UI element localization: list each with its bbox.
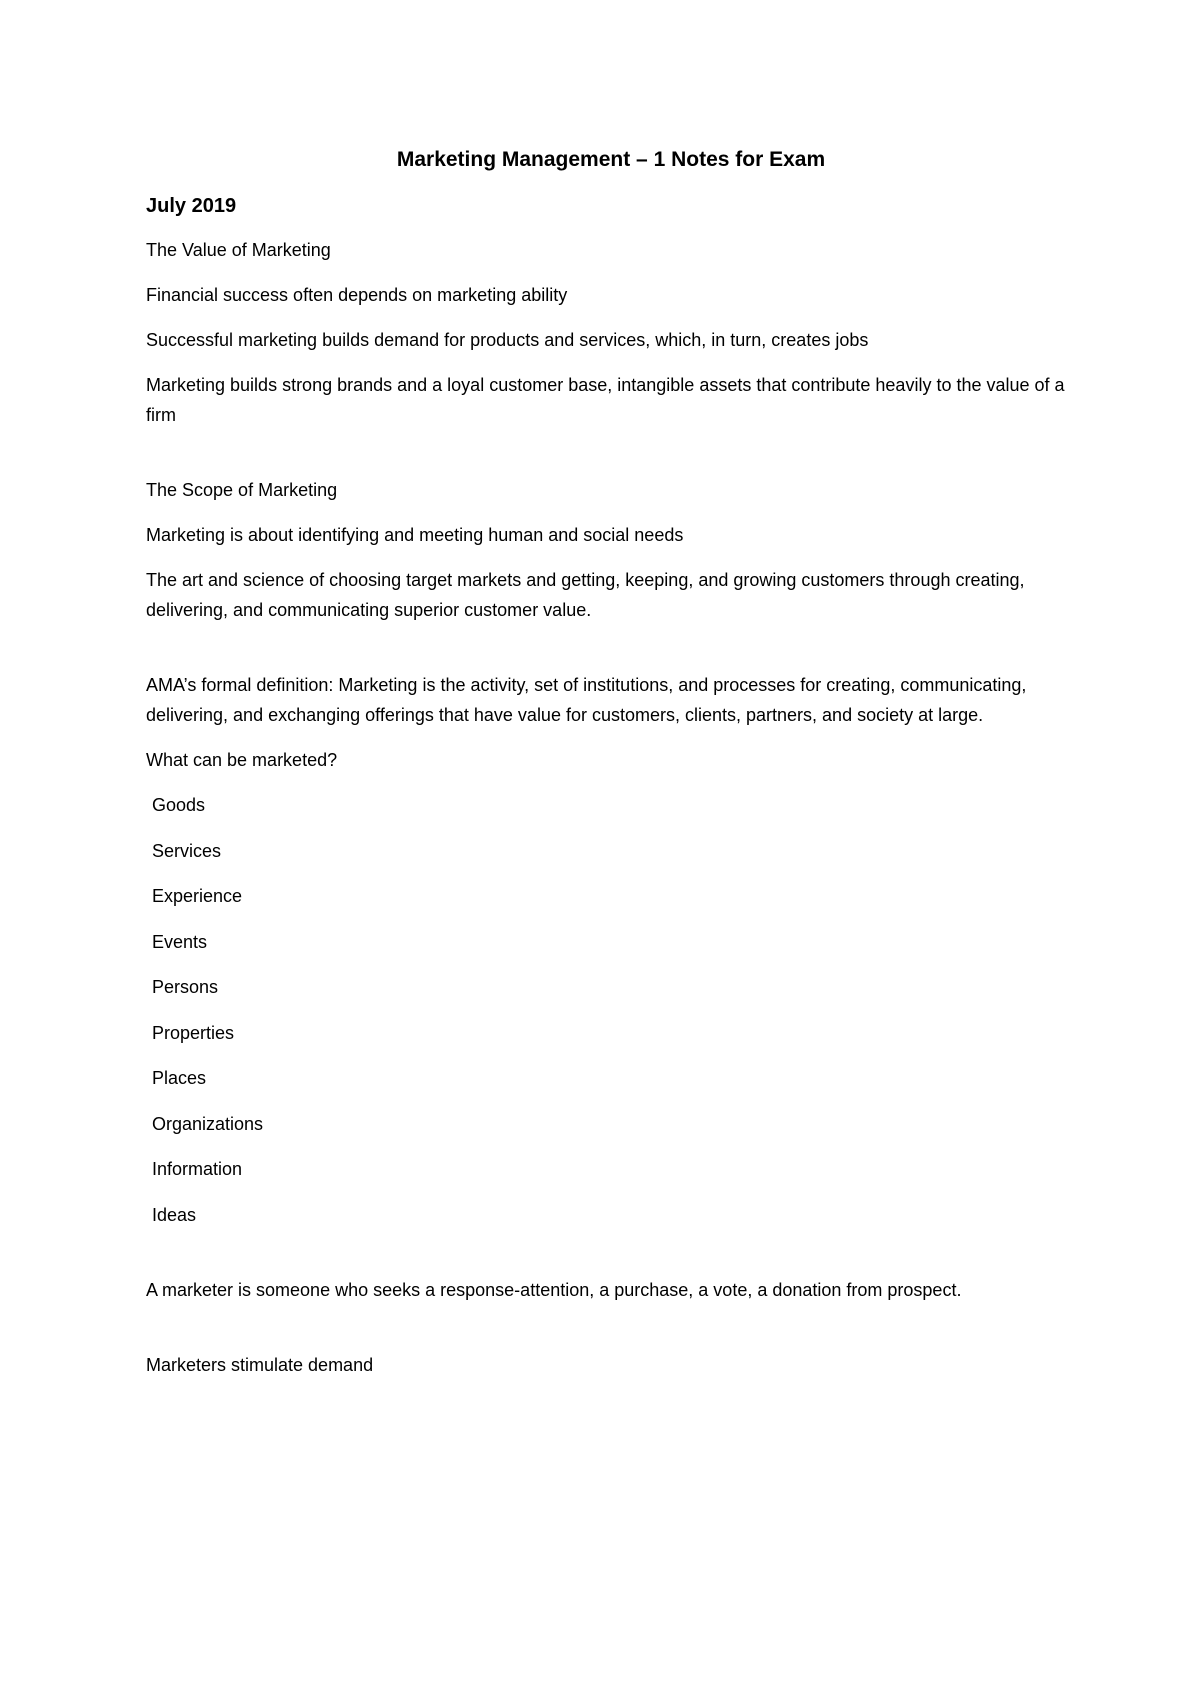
scope-paragraph-2: The art and science of choosing target markets and getting, keeping, and growing customers through creating, delivering, and communicating superior customer value. (146, 570, 1025, 620)
value-section-heading: The Value of Marketing (146, 240, 331, 260)
value-paragraph-3: Marketing builds strong brands and a loyal customer base, intangible assets that contribute heavily to the value of a firm (146, 375, 1065, 425)
marketer-definition: A marketer is someone who seeks a response-attention, a purchase, a vote, a donation from prospect. (146, 1279, 962, 1300)
document-title: Marketing Management – 1 Notes for Exam (396, 148, 826, 171)
ama-definition: AMA’s formal definition: Marketing is the activity, set of institutions, and processes for creating, communicating, delivering, and exchanging offerings that have value for customers, clients, partners, and society at large. (146, 675, 1027, 725)
list-item: Services (152, 840, 222, 861)
list-item: Persons (152, 977, 219, 997)
scope-section-heading: The Scope of Marketing (146, 480, 338, 500)
marketed-question: What can be marketed? (146, 750, 338, 770)
list-item: Ideas (152, 1204, 197, 1225)
document-body (146, 146, 1076, 1395)
list-item: Experience (152, 886, 243, 906)
marketed-items-list (146, 790, 1076, 1230)
marketers-stimulate-demand: Marketers stimulate demand (146, 1354, 374, 1375)
list-item: Organizations (152, 1113, 264, 1134)
list-item: Goods (152, 795, 206, 815)
value-paragraph-1: Financial success often depends on marketing ability (146, 285, 568, 305)
value-paragraph-2: Successful marketing builds demand for products and services, which, in turn, creates jobs (146, 330, 869, 350)
document-date: July 2019 (146, 195, 237, 217)
list-item: Events (152, 931, 208, 952)
list-item: Places (152, 1068, 207, 1088)
list-item: Information (152, 1159, 243, 1179)
scope-paragraph-1: Marketing is about identifying and meeting human and social needs (146, 525, 684, 545)
list-item: Properties (152, 1022, 235, 1043)
